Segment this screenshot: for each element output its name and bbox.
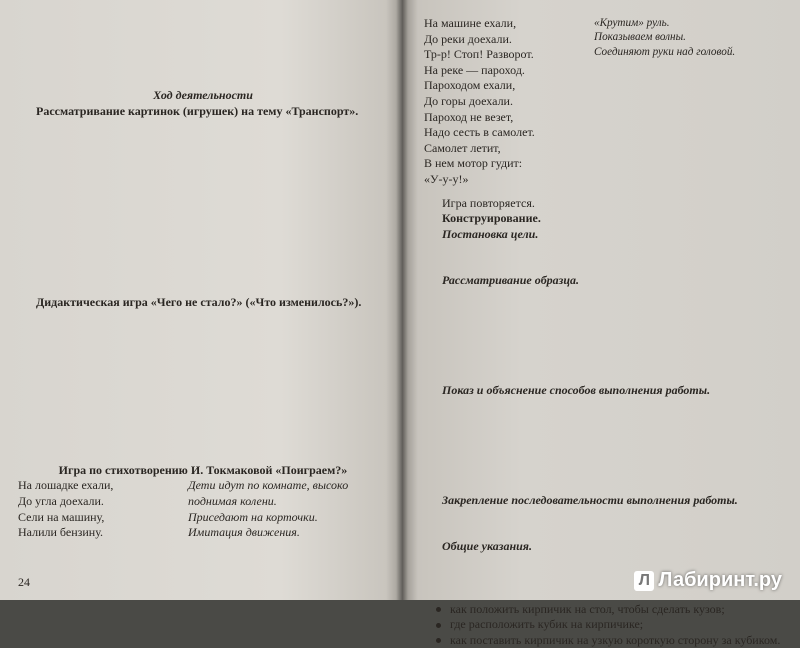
poem-line: В нем мотор гудит: <box>424 156 523 171</box>
poem-line: «У-у-у!» <box>424 171 469 186</box>
poem-line: На машине ехали, <box>424 16 517 30</box>
poem-action: поднимая колени. <box>188 493 277 508</box>
poem-block-right <box>424 16 782 188</box>
poem-line: Самолет летит, <box>424 140 501 155</box>
poem-line: Налили бензину. <box>18 525 103 540</box>
body-line: Игра повторяется. <box>442 195 535 210</box>
subheading-didactic-game: Дидактическая игра «Чего не стало?» («Что изменилось?»). <box>36 295 362 310</box>
poem-line: Надо сесть в самолет. <box>424 125 535 140</box>
right-page <box>402 0 800 647</box>
poem-line: До реки доехали. <box>424 31 512 46</box>
list-item-text: как поставить кирпичик на узкую короткую сторону за кубиком. <box>450 632 781 647</box>
poem-line: До угла доехали. <box>18 493 104 508</box>
poem-line: Сели на машину, <box>18 509 105 524</box>
poem-action: Соединяют руки над головой. <box>594 45 736 58</box>
poem-line: На реке — пароход. <box>424 62 525 77</box>
subheading-transport: Рассматривание картинок (игрушек) на тему «Транспорт». <box>36 103 359 118</box>
watermark <box>634 569 782 592</box>
bullet-dot-icon <box>436 638 441 643</box>
poem-line: Пароходом ехали, <box>424 78 516 93</box>
subheading-sample: Рассматривание образца. <box>442 273 580 288</box>
list-item-text: как положить кирпичик на стол, чтобы сделать кузов; <box>450 601 725 616</box>
left-page <box>0 0 402 600</box>
subheading-fix: Закрепление последовательности выполнения работы. <box>442 492 738 507</box>
poem-action: Приседают на корточки. <box>188 509 318 524</box>
poem-line: Тр-р! Стоп! Разворот. <box>424 47 534 62</box>
watermark-text: Лабиринт.ру <box>658 569 782 591</box>
bullet-dot-icon <box>436 607 441 612</box>
poem-line: Пароход не везет, <box>424 109 514 124</box>
poem-action: Показываем волны. <box>594 31 686 44</box>
poem-action: Дети идут по комнате, высоко <box>188 478 349 493</box>
poem-line: На лошадке ехали, <box>18 478 114 493</box>
list-item <box>424 602 782 618</box>
poem-line: До горы доехали. <box>424 93 513 108</box>
book-gutter <box>396 0 408 600</box>
section-title: Ход деятельности <box>153 88 253 102</box>
subheading-show: Показ и объяснение способов выполнения работы. <box>442 382 711 397</box>
list-item-text: где расположить кубик на кирпичике; <box>450 617 644 632</box>
poem-block-left <box>18 478 388 540</box>
poem-action: «Крутим» руль. <box>594 17 670 29</box>
heading-construct: Конструирование. <box>442 211 541 226</box>
labirint-logo-icon: Л <box>634 571 654 591</box>
subheading-general: Общие указания. <box>442 539 532 554</box>
poem-action: Имитация движения. <box>188 525 300 540</box>
subheading-poem-game: Игра по стихотворению И. Токмаковой «Поиграем?» <box>58 462 348 477</box>
list-item <box>424 633 782 648</box>
subheading-goal: Постановка цели. <box>442 226 539 241</box>
page-number: 24 <box>18 575 30 589</box>
bullet-dot-icon <box>436 623 441 628</box>
list-item <box>424 617 782 633</box>
